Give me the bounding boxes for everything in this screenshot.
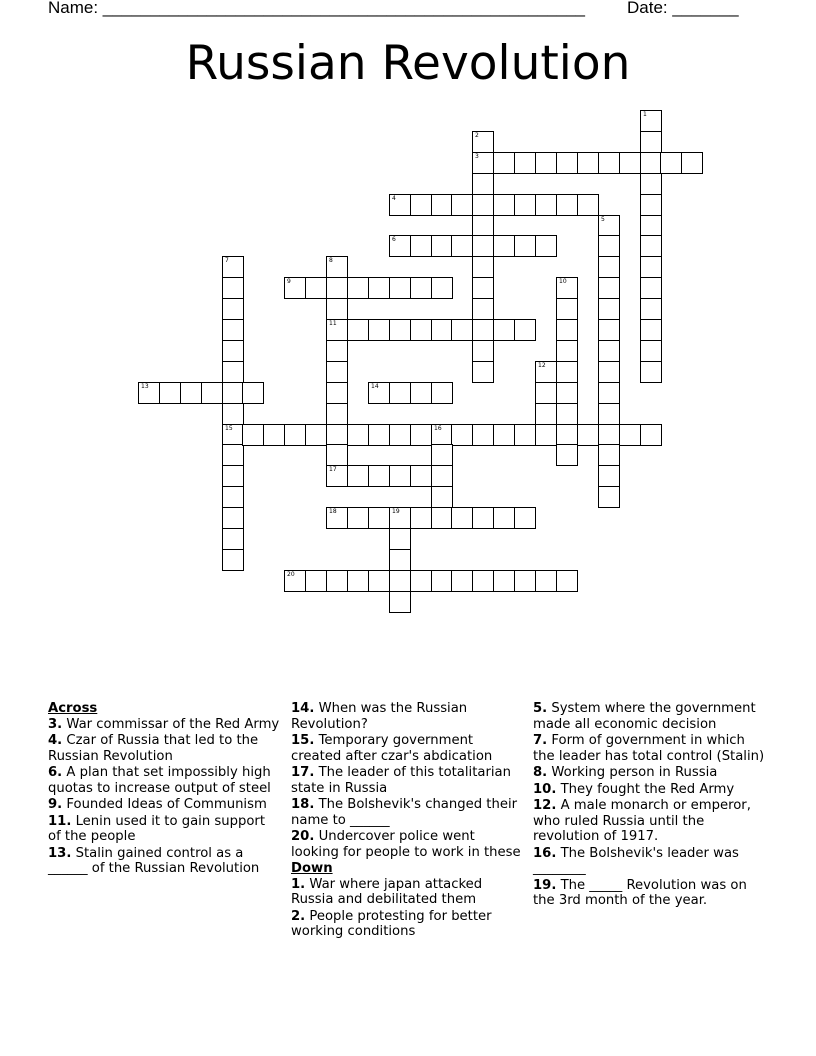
clues-column-1	[48, 701, 280, 878]
grid-cell[interactable]	[410, 194, 432, 216]
grid-cell[interactable]	[598, 319, 620, 341]
clue-number: 16.	[533, 845, 557, 861]
grid-cell[interactable]	[326, 361, 348, 383]
grid-cell[interactable]	[640, 173, 662, 195]
cell-number: 19	[392, 508, 400, 515]
grid-cell[interactable]	[222, 256, 244, 278]
grid-cell[interactable]	[242, 382, 264, 404]
cell-number: 7	[225, 257, 229, 264]
clue-item	[48, 717, 280, 733]
clue-number: 2.	[291, 908, 306, 924]
clue-number: 12.	[533, 798, 557, 813]
clue-item	[533, 733, 769, 764]
grid-cell[interactable]	[326, 424, 348, 446]
clue-number: 4.	[48, 733, 63, 748]
grid-cell[interactable]	[472, 173, 494, 195]
grid-cell[interactable]	[431, 235, 453, 257]
grid-cell[interactable]	[598, 424, 620, 446]
grid-cell[interactable]	[640, 256, 662, 278]
grid-cell[interactable]	[577, 194, 599, 216]
grid-cell[interactable]	[598, 215, 620, 237]
grid-cell[interactable]	[535, 382, 557, 404]
grid-cell[interactable]	[514, 507, 536, 529]
grid-cell[interactable]	[389, 507, 411, 529]
clue-text: Founded Ideas of Communism	[62, 797, 267, 812]
grid-cell[interactable]	[222, 382, 244, 404]
clue-item	[533, 782, 769, 798]
grid-cell[interactable]	[389, 570, 411, 592]
grid-cell[interactable]	[451, 570, 473, 592]
date-field-label[interactable]: Date: _______	[627, 0, 739, 17]
grid-cell[interactable]	[472, 215, 494, 237]
grid-cell[interactable]	[451, 319, 473, 341]
grid-cell[interactable]	[284, 424, 306, 446]
grid-cell[interactable]	[640, 152, 662, 174]
grid-cell[interactable]	[472, 340, 494, 362]
grid-cell[interactable]	[431, 465, 453, 487]
grid-cell[interactable]	[222, 340, 244, 362]
grid-cell[interactable]	[389, 549, 411, 571]
cell-number: 5	[601, 216, 605, 223]
grid-cell[interactable]	[389, 591, 411, 613]
grid-cell[interactable]	[472, 361, 494, 383]
clue-item	[291, 733, 523, 764]
grid-cell[interactable]	[472, 152, 494, 174]
clue-item	[291, 765, 523, 796]
grid-cell[interactable]	[389, 382, 411, 404]
grid-cell[interactable]	[535, 194, 557, 216]
clue-text: System where the government made all economic decision	[533, 701, 756, 732]
clue-item	[291, 701, 523, 732]
clue-text: The leader of this totalitarian state in Russia	[291, 765, 511, 796]
clue-number: 13.	[48, 845, 72, 861]
grid-cell[interactable]	[472, 570, 494, 592]
grid-cell[interactable]	[598, 340, 620, 362]
grid-cell[interactable]	[368, 382, 390, 404]
grid-cell[interactable]	[640, 215, 662, 237]
cell-number: 11	[329, 320, 337, 327]
grid-cell[interactable]	[535, 570, 557, 592]
grid-cell[interactable]	[326, 465, 348, 487]
grid-cell[interactable]	[431, 424, 453, 446]
grid-cell[interactable]	[326, 298, 348, 320]
grid-cell[interactable]	[242, 424, 264, 446]
cell-number: 10	[559, 278, 567, 285]
clue-number: 14.	[291, 701, 315, 716]
grid-cell[interactable]	[431, 319, 453, 341]
grid-cell[interactable]	[535, 361, 557, 383]
down-heading: Down	[291, 861, 333, 876]
cell-number: 16	[434, 425, 442, 432]
grid-cell[interactable]	[389, 465, 411, 487]
clue-number: 19.	[533, 877, 557, 893]
clue-text: Czar of Russia that led to the Russian Revolution	[48, 733, 259, 764]
grid-cell[interactable]	[222, 444, 244, 466]
grid-cell[interactable]	[640, 340, 662, 362]
grid-cell[interactable]	[347, 570, 369, 592]
grid-cell[interactable]	[640, 131, 662, 153]
grid-cell[interactable]	[493, 194, 515, 216]
grid-cell[interactable]	[222, 298, 244, 320]
grid-cell[interactable]	[640, 298, 662, 320]
grid-cell[interactable]	[514, 319, 536, 341]
clue-text: Temporary government created after czar's abdication	[291, 733, 493, 764]
cell-number: 9	[287, 278, 291, 285]
clue-text: A plan that set impossibly high quotas to increase output of steel	[48, 765, 271, 796]
grid-cell[interactable]	[598, 298, 620, 320]
grid-cell[interactable]	[472, 319, 494, 341]
clue-text: When was the Russian Revolution?	[291, 701, 468, 732]
grid-cell[interactable]	[368, 465, 390, 487]
grid-cell[interactable]	[451, 424, 473, 446]
clue-text: They fought the Red Army	[556, 781, 735, 797]
grid-cell[interactable]	[410, 277, 432, 299]
clue-item	[291, 829, 523, 860]
cell-number: 13	[141, 383, 149, 390]
grid-cell[interactable]	[514, 424, 536, 446]
grid-cell[interactable]	[159, 382, 181, 404]
grid-cell[interactable]	[263, 424, 285, 446]
clue-number: 6.	[48, 765, 63, 780]
grid-cell[interactable]	[431, 486, 453, 508]
grid-cell[interactable]	[305, 570, 327, 592]
clue-item	[533, 701, 769, 732]
grid-cell[interactable]	[556, 382, 578, 404]
clue-number: 9.	[48, 797, 63, 812]
cell-number: 1	[643, 111, 647, 118]
grid-cell[interactable]	[619, 152, 641, 174]
clue-item	[48, 846, 280, 877]
clues-column-3	[533, 701, 769, 910]
grid-cell[interactable]	[493, 235, 515, 257]
clue-text: War commissar of the Red Army	[62, 716, 280, 732]
clue-text: A male monarch or emperor, who ruled Russia until the revolution of 1917.	[533, 798, 751, 844]
grid-cell[interactable]	[326, 340, 348, 362]
clue-text: War where japan attacked Russia and debilitated them	[291, 876, 483, 907]
grid-cell[interactable]	[598, 486, 620, 508]
grid-cell[interactable]	[556, 319, 578, 341]
clue-text: Stalin gained control as a ______ of the Russian Revolution	[48, 845, 260, 876]
grid-cell[interactable]	[640, 361, 662, 383]
grid-cell[interactable]	[640, 319, 662, 341]
grid-cell[interactable]	[598, 256, 620, 278]
grid-cell[interactable]	[222, 507, 244, 529]
grid-cell[interactable]	[598, 152, 620, 174]
grid-cell[interactable]	[389, 319, 411, 341]
grid-cell[interactable]	[326, 403, 348, 425]
grid-cell[interactable]	[556, 444, 578, 466]
grid-cell[interactable]	[451, 235, 473, 257]
grid-cell[interactable]	[431, 444, 453, 466]
clue-text: Form of government in which the leader has total control (Stalin)	[533, 733, 765, 764]
clue-text: People protesting for better working conditions	[291, 908, 492, 939]
grid-cell[interactable]	[222, 528, 244, 550]
clue-text: Undercover police went looking for people to work in these	[291, 829, 521, 860]
grid-cell[interactable]	[556, 361, 578, 383]
clue-number: 7.	[533, 733, 548, 748]
grid-cell[interactable]	[577, 424, 599, 446]
grid-cell[interactable]	[556, 194, 578, 216]
grid-cell[interactable]	[556, 277, 578, 299]
grid-cell[interactable]	[472, 235, 494, 257]
grid-cell[interactable]	[326, 256, 348, 278]
grid-cell[interactable]	[431, 194, 453, 216]
grid-cell[interactable]	[222, 424, 244, 446]
grid-cell[interactable]	[472, 277, 494, 299]
cell-number: 8	[329, 257, 333, 264]
grid-cell[interactable]	[514, 152, 536, 174]
grid-cell[interactable]	[472, 131, 494, 153]
clue-number: 20.	[291, 829, 315, 844]
clues-column-2	[291, 701, 523, 941]
cell-number: 20	[287, 571, 295, 578]
grid-cell[interactable]	[451, 194, 473, 216]
grid-cell[interactable]	[368, 319, 390, 341]
cell-number: 15	[225, 425, 233, 432]
grid-cell[interactable]	[556, 340, 578, 362]
grid-cell[interactable]	[410, 465, 432, 487]
clue-item	[291, 909, 523, 940]
grid-cell[interactable]	[514, 194, 536, 216]
grid-cell[interactable]	[640, 235, 662, 257]
grid-cell[interactable]	[431, 382, 453, 404]
grid-cell[interactable]	[326, 570, 348, 592]
clue-item	[533, 846, 769, 877]
clue-number: 15.	[291, 733, 315, 748]
grid-cell[interactable]	[556, 298, 578, 320]
grid-cell[interactable]	[389, 528, 411, 550]
grid-cell[interactable]	[598, 277, 620, 299]
grid-cell[interactable]	[284, 277, 306, 299]
grid-cell[interactable]	[598, 361, 620, 383]
grid-cell[interactable]	[640, 277, 662, 299]
grid-cell[interactable]	[138, 382, 160, 404]
grid-cell[interactable]	[389, 424, 411, 446]
grid-cell[interactable]	[410, 570, 432, 592]
clue-item	[48, 733, 280, 764]
grid-cell[interactable]	[535, 403, 557, 425]
grid-cell[interactable]	[347, 465, 369, 487]
grid-cell[interactable]	[472, 424, 494, 446]
clue-number: 1.	[291, 876, 306, 892]
grid-cell[interactable]	[326, 444, 348, 466]
grid-cell[interactable]	[222, 465, 244, 487]
grid-cell[interactable]	[389, 194, 411, 216]
grid-cell[interactable]	[347, 277, 369, 299]
clue-text: The Bolshevik's changed their name to ______	[291, 797, 518, 828]
grid-cell[interactable]	[326, 507, 348, 529]
clue-item	[48, 797, 280, 813]
page-title: Russian Revolution	[185, 36, 631, 91]
clue-item	[533, 765, 769, 781]
clue-text: The _____ Revolution was on the 3rd month of the year.	[533, 877, 747, 908]
grid-cell[interactable]	[326, 277, 348, 299]
clue-text: Working person in Russia	[547, 765, 718, 780]
name-field-label[interactable]: Name: ___________________________________________________	[48, 0, 585, 17]
grid-cell[interactable]	[514, 570, 536, 592]
cell-number: 2	[475, 132, 479, 139]
grid-cell[interactable]	[201, 382, 223, 404]
grid-cell[interactable]	[222, 486, 244, 508]
grid-cell[interactable]	[472, 256, 494, 278]
clue-item	[533, 798, 769, 845]
grid-cell[interactable]	[535, 152, 557, 174]
grid-cell[interactable]	[598, 382, 620, 404]
grid-cell[interactable]	[472, 507, 494, 529]
grid-cell[interactable]	[619, 424, 641, 446]
grid-cell[interactable]	[284, 570, 306, 592]
grid-cell[interactable]	[431, 277, 453, 299]
grid-cell[interactable]	[472, 194, 494, 216]
grid-cell[interactable]	[368, 277, 390, 299]
clue-number: 3.	[48, 716, 63, 732]
clue-number: 17.	[291, 765, 315, 780]
grid-cell[interactable]	[431, 507, 453, 529]
clue-item	[291, 877, 523, 908]
grid-cell[interactable]	[681, 152, 703, 174]
grid-cell[interactable]	[493, 152, 515, 174]
grid-cell[interactable]	[577, 152, 599, 174]
grid-cell[interactable]	[326, 382, 348, 404]
grid-cell[interactable]	[368, 507, 390, 529]
grid-cell[interactable]	[222, 549, 244, 571]
across-heading: Across	[48, 701, 98, 716]
grid-cell[interactable]	[556, 424, 578, 446]
grid-cell[interactable]	[305, 424, 327, 446]
grid-cell[interactable]	[598, 403, 620, 425]
grid-cell[interactable]	[410, 507, 432, 529]
grid-cell[interactable]	[326, 319, 348, 341]
grid-cell[interactable]	[556, 152, 578, 174]
clue-number: 11.	[48, 813, 72, 829]
grid-cell[interactable]	[493, 507, 515, 529]
cell-number: 3	[475, 153, 479, 160]
grid-cell[interactable]	[431, 570, 453, 592]
clue-number: 5.	[533, 701, 548, 716]
grid-cell[interactable]	[222, 319, 244, 341]
grid-cell[interactable]	[389, 277, 411, 299]
grid-cell[interactable]	[368, 424, 390, 446]
grid-cell[interactable]	[347, 424, 369, 446]
cell-number: 14	[371, 383, 379, 390]
grid-cell[interactable]	[410, 235, 432, 257]
cell-number: 12	[538, 362, 546, 369]
grid-cell[interactable]	[493, 570, 515, 592]
cell-number: 6	[392, 236, 396, 243]
grid-cell[interactable]	[493, 424, 515, 446]
cell-number: 18	[329, 508, 337, 515]
grid-cell[interactable]	[305, 277, 327, 299]
grid-cell[interactable]	[640, 424, 662, 446]
grid-cell[interactable]	[347, 507, 369, 529]
grid-cell[interactable]	[180, 382, 202, 404]
grid-cell[interactable]	[222, 403, 244, 425]
grid-cell[interactable]	[660, 152, 682, 174]
clue-item	[48, 814, 280, 845]
cell-number: 17	[329, 466, 337, 473]
grid-cell[interactable]	[598, 235, 620, 257]
grid-cell[interactable]	[556, 570, 578, 592]
clue-item	[291, 797, 523, 828]
grid-cell[interactable]	[222, 361, 244, 383]
grid-cell[interactable]	[493, 319, 515, 341]
grid-cell[interactable]	[640, 110, 662, 132]
grid-cell[interactable]	[598, 465, 620, 487]
clue-number: 18.	[291, 797, 315, 812]
clue-item	[533, 878, 769, 909]
grid-cell[interactable]	[410, 382, 432, 404]
grid-cell[interactable]	[535, 424, 557, 446]
grid-cell[interactable]	[472, 298, 494, 320]
grid-cell[interactable]	[368, 570, 390, 592]
grid-cell[interactable]	[410, 319, 432, 341]
grid-cell[interactable]	[556, 403, 578, 425]
grid-cell[interactable]	[514, 235, 536, 257]
grid-cell[interactable]	[598, 444, 620, 466]
cell-number: 4	[392, 195, 396, 202]
clue-number: 10.	[533, 781, 557, 797]
grid-cell[interactable]	[389, 235, 411, 257]
grid-cell[interactable]	[347, 319, 369, 341]
grid-cell[interactable]	[535, 235, 557, 257]
grid-cell[interactable]	[222, 277, 244, 299]
grid-cell[interactable]	[640, 194, 662, 216]
grid-cell[interactable]	[410, 424, 432, 446]
clue-text: Lenin used it to gain support of the people	[48, 813, 266, 844]
clue-number: 8.	[533, 765, 548, 780]
clue-text: The Bolshevik's leader was ________	[533, 845, 739, 876]
clue-item	[48, 765, 280, 796]
grid-cell[interactable]	[451, 507, 473, 529]
